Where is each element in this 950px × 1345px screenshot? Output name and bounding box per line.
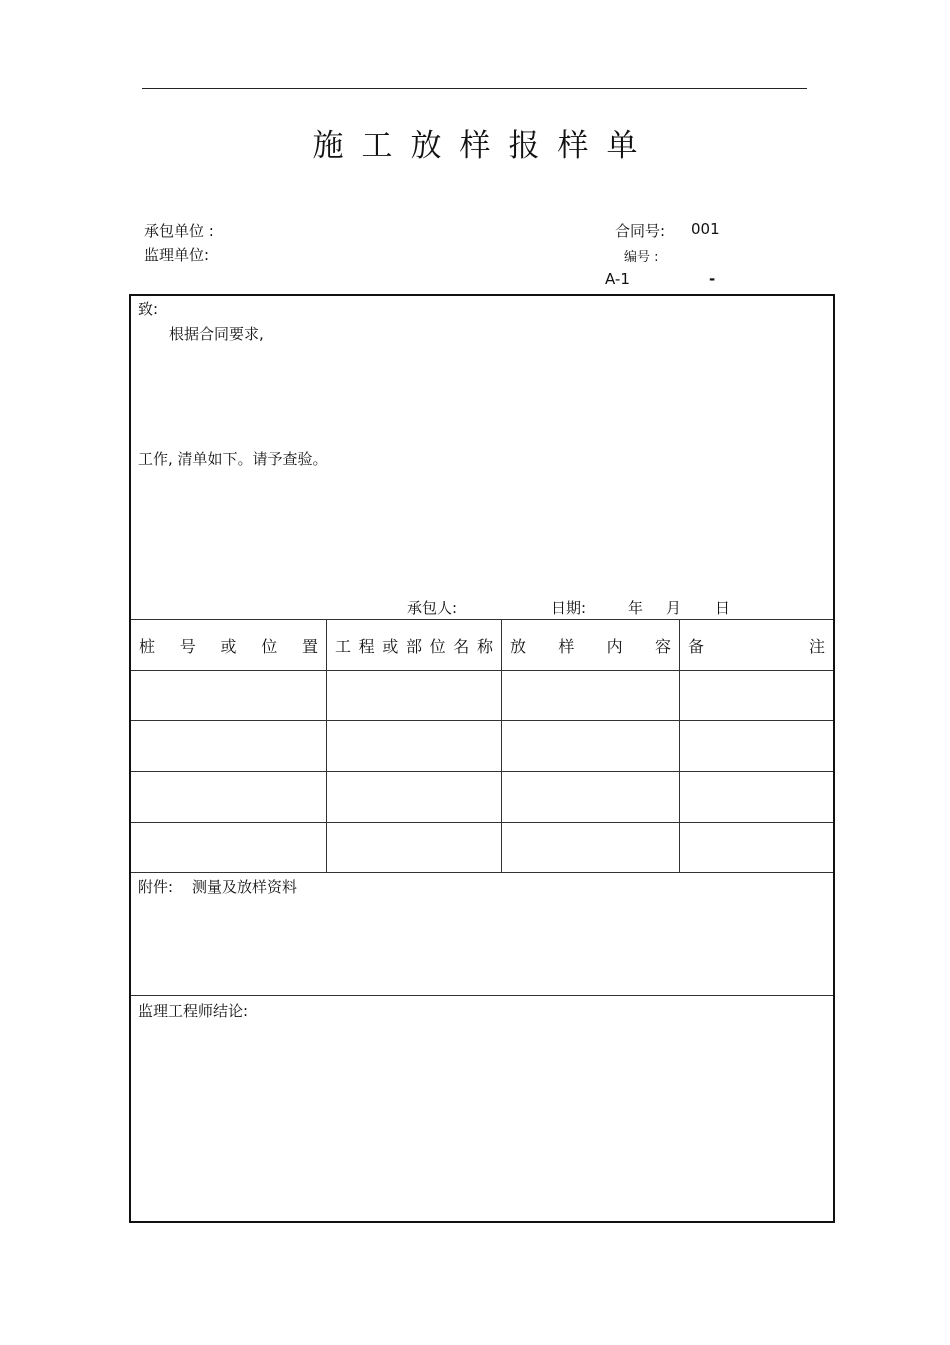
col-header-remarks [680,620,833,671]
col-header-text: 桩 号 或 位 置 [139,637,318,656]
attachment-text: 测量及放样资料 [192,878,298,896]
col-header-work-name [327,620,501,671]
supervisor-label: 监理单位: [144,246,210,264]
table-bottom-line [131,872,833,873]
date-year: 年 [628,599,644,617]
attachment-label: 附件: [138,878,174,896]
col-header-text: 放 样 内 容 [510,637,671,656]
table-row-line [131,822,833,823]
attachment-bottom-line [131,995,833,996]
date-day: 日 [715,599,731,617]
table-row-line [131,720,833,721]
form-dash: - [709,270,716,288]
contractor-label: 承包单位 : [144,222,214,240]
date-month: 月 [666,599,682,617]
col-header-content [502,620,679,671]
top-rule [142,88,807,89]
conclusion-label: 监理工程师结论: [138,1002,249,1020]
contractor-sign-label: 承包人: [407,599,458,617]
serial-label: 编号 : [624,250,659,265]
page-title: 施工放样报样单 [312,128,656,164]
form-frame [129,294,835,1223]
notice-line-2: 工作, 清单如下。请予查验。 [138,450,328,468]
contract-no-value: 001 [691,220,720,238]
col-header-text: 工 程 或 部 位 名 称 [335,637,493,656]
notice-line-1: 根据合同要求, [169,325,264,343]
table-row-line [131,771,833,772]
col-header-location [131,620,326,671]
to-label: 致: [138,300,159,318]
date-label: 日期: [551,599,587,617]
form-code: A-1 [605,270,630,288]
col-header-text: 备 注 [688,637,825,656]
contract-no-label: 合同号: [615,222,666,240]
